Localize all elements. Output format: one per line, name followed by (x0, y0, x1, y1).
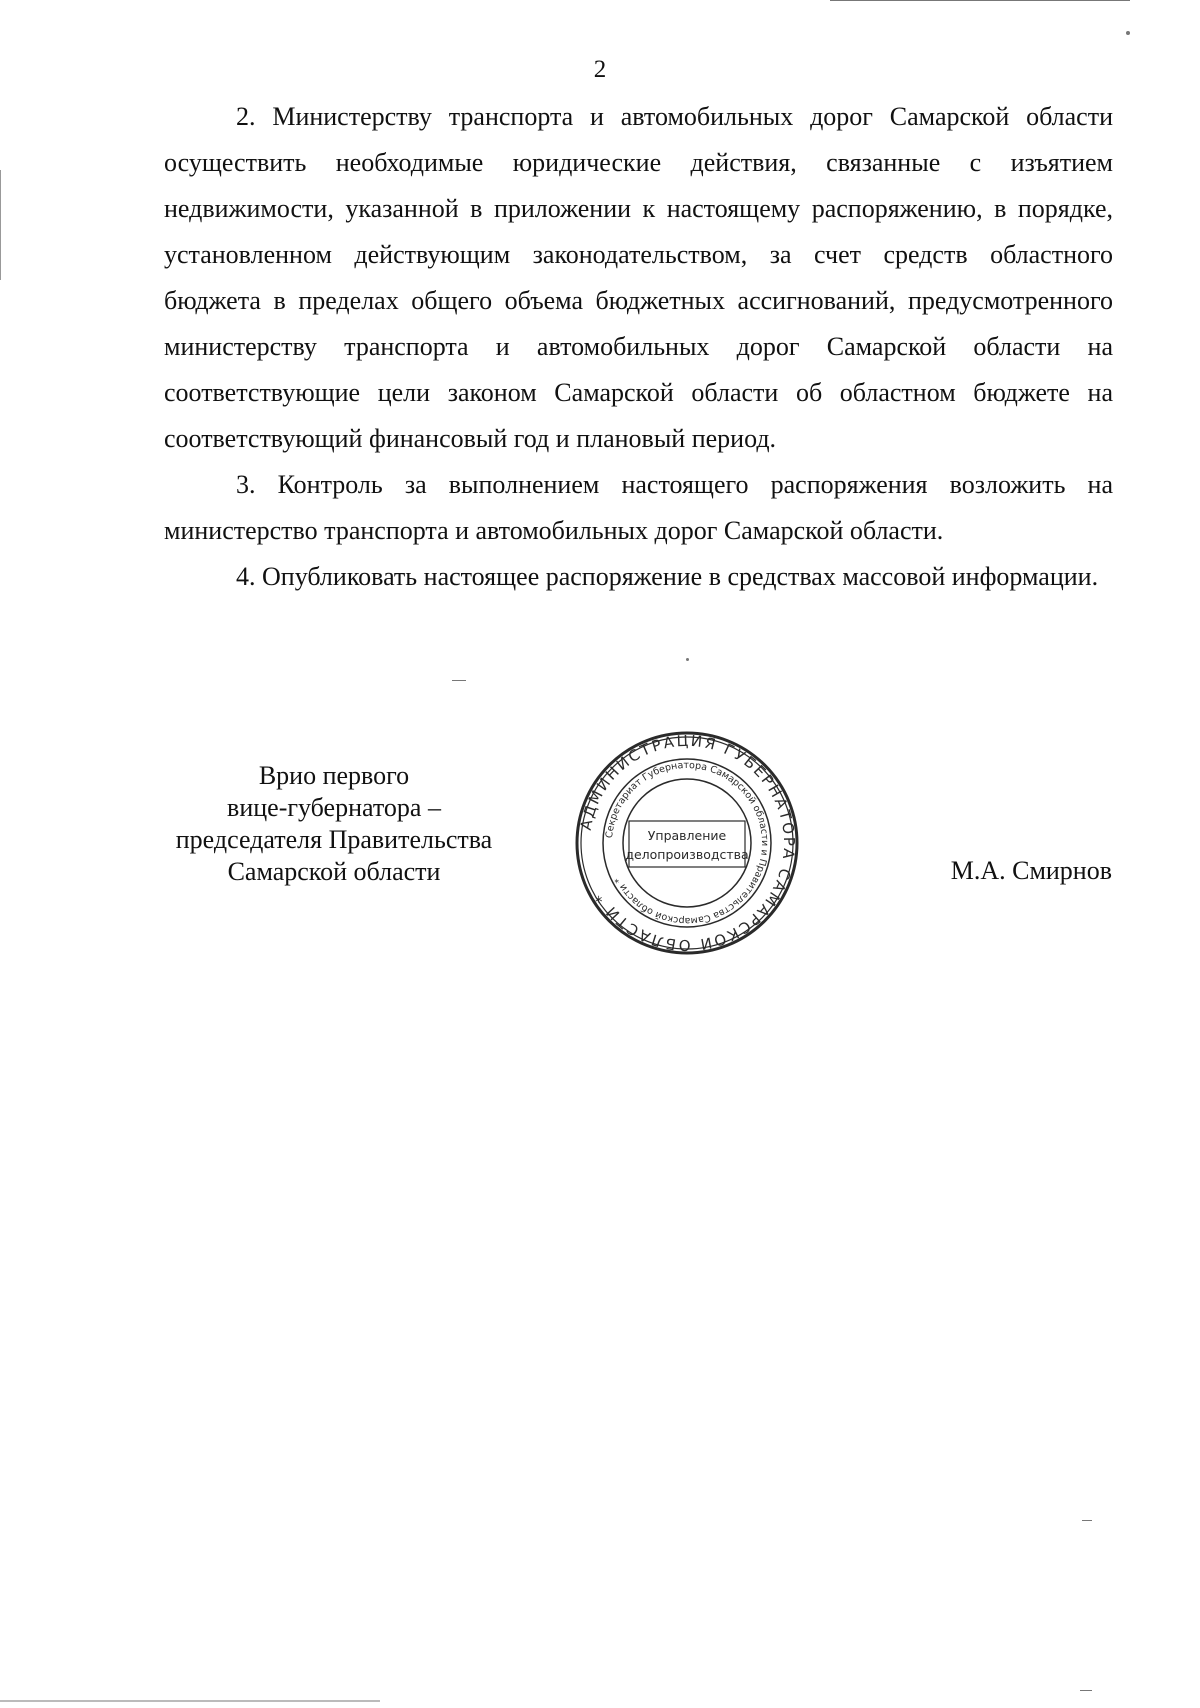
scan-line-bottom (0, 1700, 380, 1702)
scan-dot (1080, 1690, 1092, 1691)
scan-dot (686, 658, 689, 661)
stamp-outer-text: АДМИНИСТРАЦИЯ ГУБЕРНАТОРА САМАРСКОЙ ОБЛАСТИ * (576, 731, 799, 955)
scan-dot (452, 680, 466, 681)
scan-dot (1082, 1520, 1092, 1521)
stamp-seal-icon (572, 728, 802, 958)
position-line: председателя Правительства (175, 825, 493, 854)
signatory-name: М.А. Смирнов (950, 856, 1112, 885)
scan-line-left (0, 170, 1, 280)
paragraph-2: 2. Министерству транспорта и автомобильных дорог Самарской области осуществить необходимые юридические действия, связанные с изъятием недвижимости, указанной в приложении к настоящему распоряжению, в порядке, установленном действующим законодательством, за счет средств областного бюджета в пределах общего объема бюджетных ассигнований, предусмотренного министерству транспорта и автомобильных дорог Самарской области на соответствующие цели законом Самарской области об областном бюджете на соответствующий финансовый год и плановый период. (164, 102, 1113, 453)
scan-line-top (830, 0, 1130, 1)
signatory-position (158, 760, 510, 888)
official-stamp (572, 728, 802, 958)
paragraph-4: 4. Опубликовать настоящее распоряжение в средствах массовой информации. (236, 562, 1099, 591)
position-line: Врио первого (258, 761, 410, 790)
stamp-center-line-2: делопроизводства (625, 847, 749, 862)
scan-dot (1126, 31, 1130, 35)
position-line: вице-губернатора – (227, 793, 441, 822)
stamp-inner-text: Секретариат Губернатора Самарской области и Правительства Самарской области * (604, 759, 771, 927)
paragraph-3: 3. Контроль за выполнением настоящего распоряжения возложить на министерство транспорта и автомобильных дорог Самарской области. (164, 470, 1113, 545)
position-line: Самарской области (227, 857, 441, 886)
document-body (164, 94, 1113, 600)
stamp-center-line-1: Управление (647, 828, 727, 843)
page-number: 2 (593, 56, 607, 83)
